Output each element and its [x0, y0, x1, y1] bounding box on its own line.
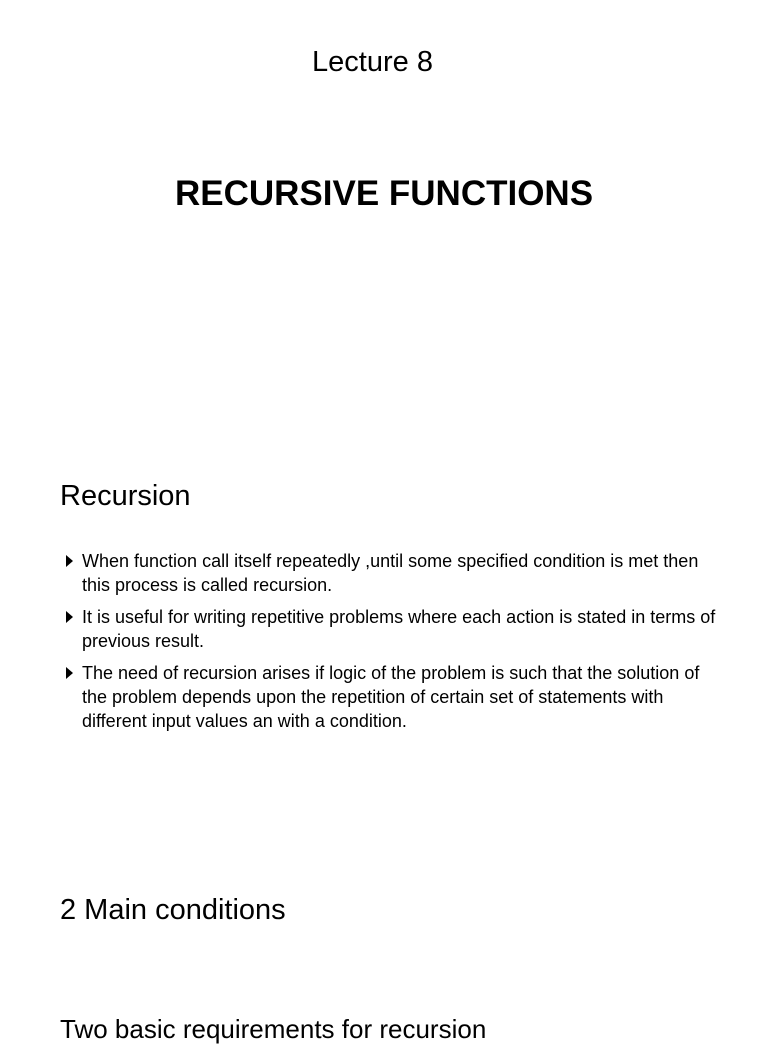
triangle-bullet-icon [66, 667, 73, 679]
recursion-bullet-list [64, 549, 724, 741]
conditions-heading: 2 Main conditions [60, 894, 286, 926]
lecture-label: Lecture 8 [312, 46, 433, 78]
page-title: RECURSIVE FUNCTIONS [174, 174, 594, 213]
bullet-text: It is useful for writing repetitive problems where each action is stated in terms of previous result. [82, 607, 716, 651]
partial-body-text: Two basic requirements for recursion [60, 1014, 487, 1044]
triangle-bullet-icon [66, 611, 73, 623]
bullet-text: The need of recursion arises if logic of the problem is such that the solution of the problem depends upon the repetition of certain set of statements with different input values an with a condition. [82, 663, 700, 731]
bullet-item [64, 605, 724, 653]
bullet-item [64, 661, 724, 733]
bullet-text: When function call itself repeatedly ,until some specified condition is met then this process is called recursion. [82, 551, 699, 595]
recursion-heading: Recursion [60, 480, 191, 512]
bullet-item [64, 549, 724, 597]
triangle-bullet-icon [66, 555, 73, 567]
